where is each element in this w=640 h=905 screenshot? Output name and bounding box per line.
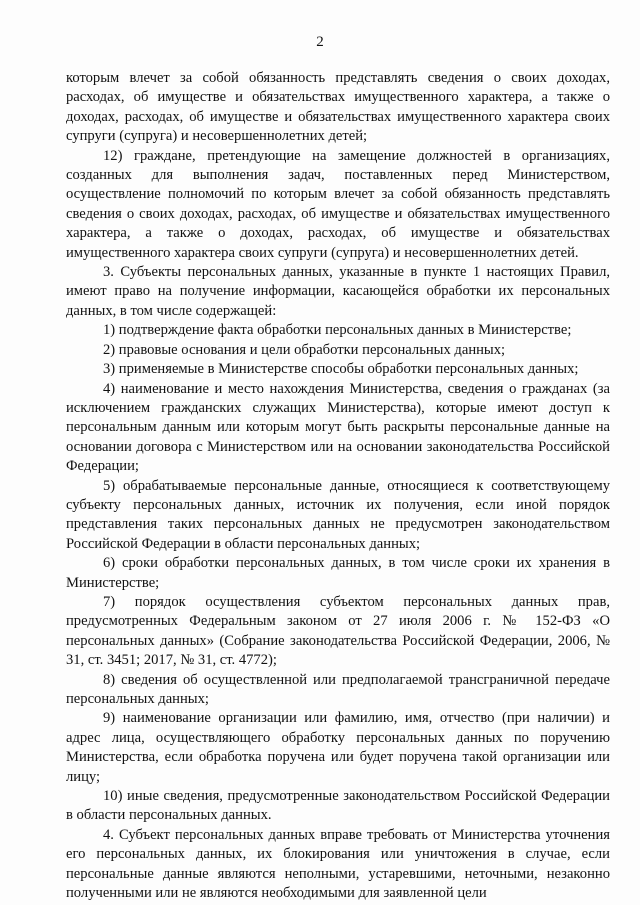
- paragraph: 2) правовые основания и цели обработки персональных данных;: [103, 341, 506, 358]
- paragraph: 9) наименование организации или фамилию, имя, отчество (при наличии) и адрес лица, осуществляющего обработку персональных данных по поручению Министерства, если обработка поручена или будет поручена такой организации или лицу;: [66, 710, 610, 785]
- paragraph: 10) иные сведения, предусмотренные законодательством Российской Федерации в области персональных данных.: [66, 788, 610, 824]
- paragraph: 5) обрабатываемые персональные данные, относящиеся к соответствующему субъекту персональных данных, источник их получения, если иной порядок представления таких персональных данных не предусмотрен законодательством Российской Федерации в области персональных данных;: [66, 477, 610, 552]
- paragraph: 6) сроки обработки персональных данных, в том числе сроки их хранения в Министерстве;: [66, 555, 610, 591]
- document-body: [66, 69, 610, 903]
- paragraph: 3. Субъекты персональных данных, указанные в пункте 1 настоящих Правил, имеют право на получение информации, касающейся обработки их персональных данных, в том числе содержащей:: [66, 264, 610, 319]
- paragraph: 7) порядок осуществления субъектом персональных данных прав, предусмотренных Федеральным законом от 27 июля 2006 г. № 152-ФЗ «О персональных данных» (Собрание законодательства Российской Федерации, 2006, № 31, ст. 3451; 2017, № 31, ст. 4772);: [66, 593, 610, 669]
- paragraph: 3) применяемые в Министерстве способы обработки персональных данных;: [103, 361, 579, 378]
- paragraph: 12) граждане, претендующие на замещение должностей в организациях, созданных для выполнения задач, поставленных перед Министерством, осуществление полномочий по которым влечет за собой обязанность представлять сведения о своих доходах, расходах, об имуществе и обязательствах имущественного характера, а также о доходах, расходах, об имуществе и обязательствах имущественного характера своих супруги (супруга) и несовершеннолетних детей.: [66, 147, 610, 261]
- paragraph: которым влечет за собой обязанность представлять сведения о своих доходах, расходах, об имуществе и обязательствах имущественного характера, а также о доходах, расходах, об имуществе и обязательствах имущественного характера своих супруги (супруга) и несовершеннолетних детей;: [66, 70, 610, 145]
- paragraph: 1) подтверждение факта обработки персональных данных в Министерстве;: [103, 322, 572, 339]
- page-number: 2: [316, 34, 324, 50]
- paragraph: 4) наименование и место нахождения Министерства, сведения о гражданах (за исключением гражданских служащих Министерства), которые имеют доступ к персональным данным или которым могут быть раскрыты персональные данные на основании договора с Министерством или на основании законодательства Российской Федерации;: [66, 380, 610, 475]
- paragraph: 4. Субъект персональных данных вправе требовать от Министерства уточнения его персональных данных, их блокирования или уничтожения в случае, если персональные данные являются неполными, устаревшими, неточными, незаконно полученными или не являются необходимыми для заявленной цели: [66, 826, 610, 902]
- paragraph: 8) сведения об осуществленной или предполагаемой трансграничной передаче персональных данных;: [66, 671, 610, 707]
